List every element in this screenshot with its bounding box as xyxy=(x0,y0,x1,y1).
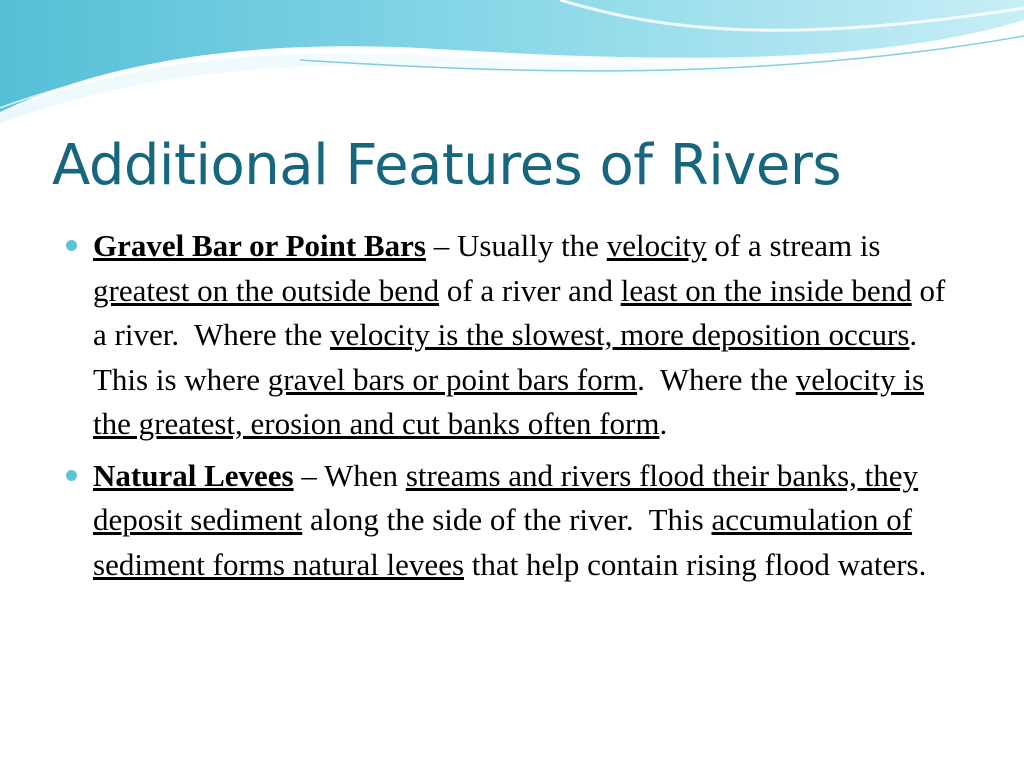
bullet-term: Natural Levees xyxy=(93,457,294,493)
underlined-phrase: velocity xyxy=(606,228,707,263)
underlined-phrase: velocity is the greatest, erosion and cut banks often form xyxy=(93,361,925,441)
body-text: along the side of the river. This xyxy=(302,502,712,537)
bullet-natural-levees xyxy=(60,454,960,588)
bullet-dot-icon xyxy=(66,470,77,481)
wave-header-decoration xyxy=(0,0,1024,130)
body-text: . Where the xyxy=(637,361,796,397)
bullet-gravel-bars xyxy=(60,224,960,447)
body-text: of a river. Where the xyxy=(93,272,946,352)
underlined-phrase: accumulation of sediment forms natural levees xyxy=(93,502,913,582)
body-text: – Usually the xyxy=(425,228,607,263)
body-text: . xyxy=(659,406,668,441)
underlined-phrase: least on the inside bend xyxy=(620,272,912,308)
slide-body xyxy=(60,224,960,594)
body-text: of a stream is xyxy=(706,228,881,263)
bullet-dot-icon xyxy=(66,240,77,251)
underlined-phrase: velocity is the slowest, more deposition occurs xyxy=(329,317,910,352)
body-text: that help contain rising flood waters. xyxy=(464,546,927,582)
underlined-phrase: gravel bars or point bars form xyxy=(267,361,638,397)
underlined-phrase: greatest on the outside bend xyxy=(93,272,440,308)
body-text: – When xyxy=(293,457,406,493)
bullet-term: Gravel Bar or Point Bars xyxy=(93,228,426,263)
slide-title: Additional Features of Rivers xyxy=(52,133,842,198)
underlined-phrase: streams and rivers flood their banks, they deposit sediment xyxy=(93,457,919,537)
body-text: of a river and xyxy=(439,272,621,308)
body-text: . This is where xyxy=(93,317,925,397)
